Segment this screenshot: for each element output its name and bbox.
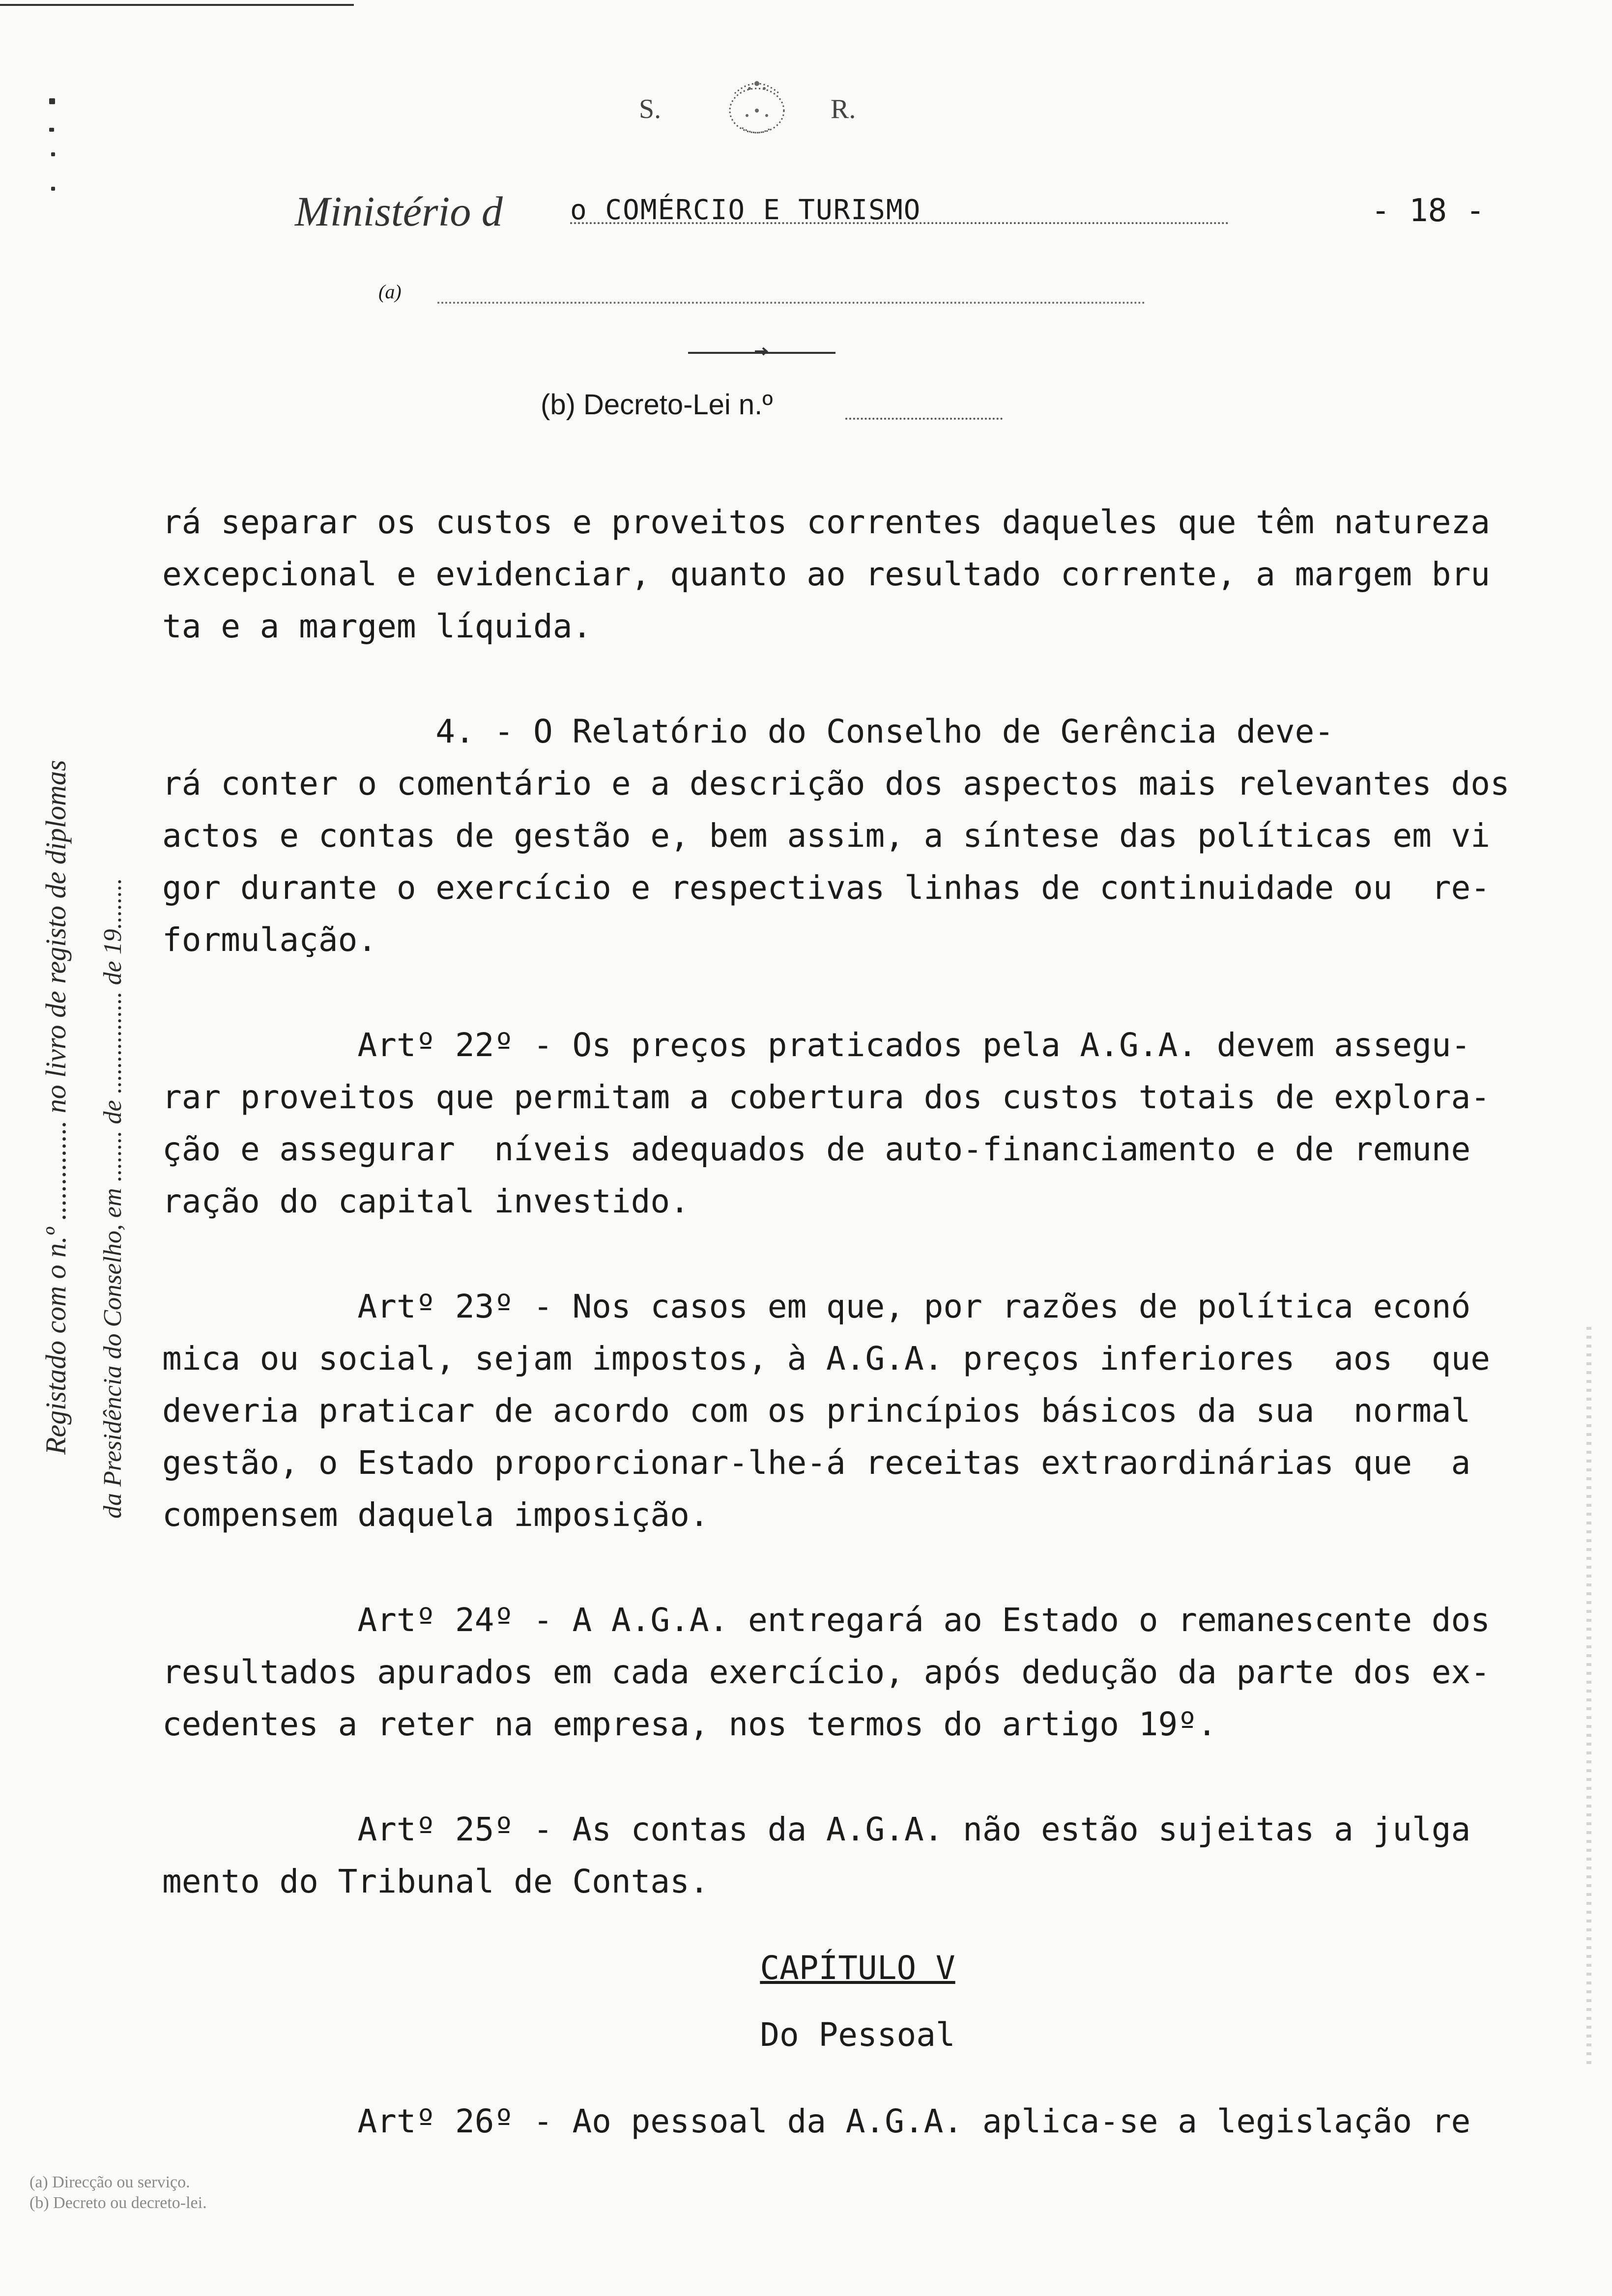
margin-registration-note: Registado com o n.º .............. no livro de registo de diplomas <box>40 760 72 1455</box>
chapter-title: CAPÍTULO V <box>760 1949 955 1987</box>
ministry-title: Ministério d <box>295 188 503 235</box>
field-a-label: (a) <box>378 281 402 303</box>
scan-speck <box>49 98 55 104</box>
separator-arrow-mark <box>753 344 769 359</box>
paragraph-1: rá separar os custos e proveitos correntes daqueles que têm natureza excepcional e evidenciar, quanto ao resultado corrente, a margem bru ta e a margem líquida. <box>162 503 1491 645</box>
seal-letter-left: S. <box>639 94 662 124</box>
article-25: Artº 25º - As contas da A.G.A. não estão sujeitas a julga mento do Tribunal de Contas. <box>162 1810 1471 1900</box>
page-number: - 18 - <box>1371 193 1485 229</box>
coat-of-arms-seal <box>708 69 806 143</box>
footnote <box>29 2172 207 2213</box>
decree-dotted-line <box>845 418 1003 420</box>
paragraph-2: 4. - O Relatório do Conselho de Gerência deve- rá conter o comentário e a descrição dos aspectos mais relevantes dos actos e contas de gestão e, bem assim, a síntese das políticas em vi gor durante o exercício e respectivas linhas de continuidade ou re- formulação. <box>162 713 1510 959</box>
scan-edge-noise <box>1586 1327 1591 2064</box>
margin-presidency-note: da Presidência do Conselho, em ........ de ................ de 19........ <box>99 878 127 1519</box>
scan-speck <box>51 187 55 191</box>
chapter-subtitle: Do Pessoal <box>760 2016 955 2054</box>
article-23: Artº 23º - Nos casos em que, por razões de política econó mica ou social, sejam impostos, à A.G.A. preços inferiores aos que deveria praticar de acordo com os princípios básicos da sua normal gestão, o Estado proporcionar-lhe-á receitas extraordinárias que a compensem daquela imposição. <box>162 1288 1491 1534</box>
scan-speck <box>51 152 55 156</box>
ministry-department: o COMÉRCIO E TURISMO <box>570 194 921 226</box>
decree-label: (b) Decreto-Lei n.º <box>541 389 773 421</box>
footnote-line-2: (b) Decreto ou decreto-lei. <box>29 2194 207 2212</box>
document-body <box>162 496 1553 2148</box>
article-26: Artº 26º - Ao pessoal da A.G.A. aplica-se a legislação re <box>162 2102 1471 2140</box>
article-24: Artº 24º - A A.G.A. entregará ao Estado o remanescente dos resultados apurados em cada exercício, após dedução da parte dos ex- cedentes a reter na empresa, nos termos do artigo 19º. <box>162 1601 1491 1743</box>
article-22: Artº 22º - Os preços praticados pela A.G.A. devem assegu- rar proveitos que permitam a cobertura dos custos totais de explora- ção e assegurar níveis adequados de auto-financiamento e de remune ração do capital investido. <box>162 1026 1491 1220</box>
seal-letter-right: R. <box>831 94 856 124</box>
ministry-dotted-line <box>570 222 1229 224</box>
top-rule <box>0 4 354 6</box>
scan-speck <box>49 128 54 132</box>
footnote-line-1: (a) Direcção ou serviço. <box>29 2173 190 2191</box>
field-a-dotted-line <box>437 302 1145 304</box>
